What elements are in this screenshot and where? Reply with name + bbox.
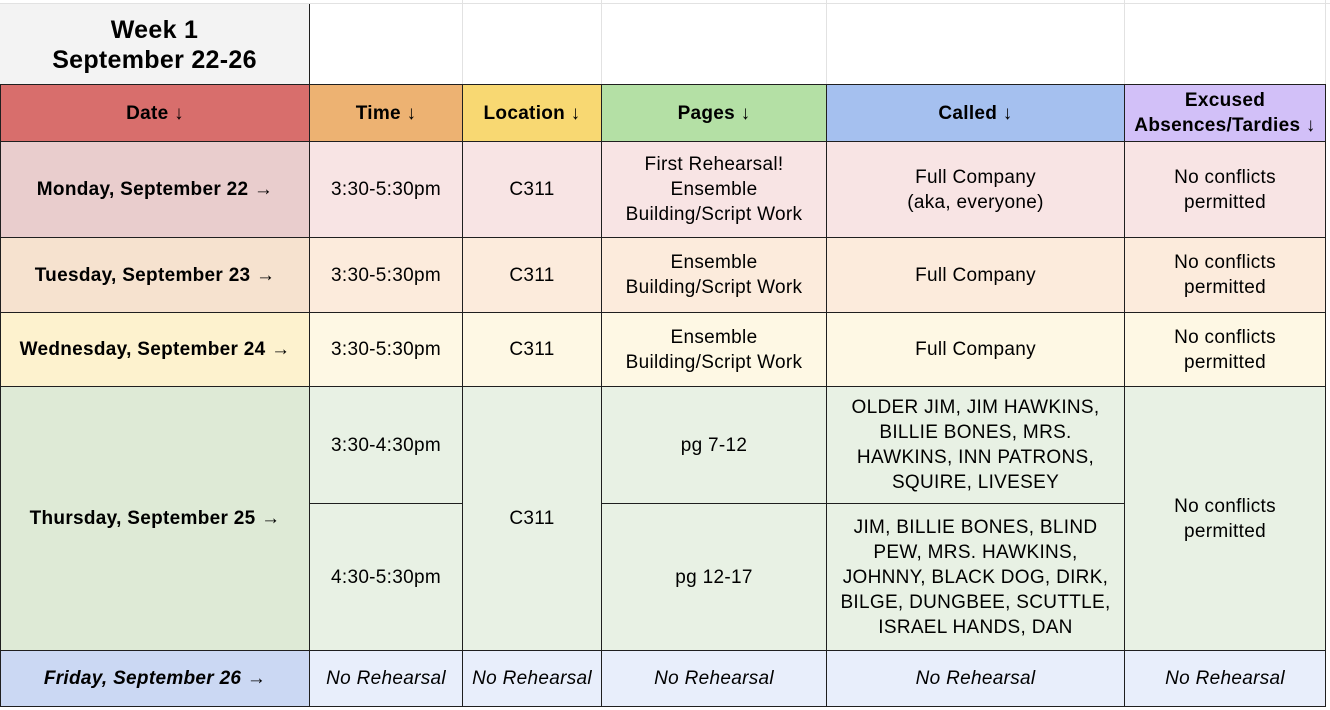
header-excused[interactable]: Excused Absences/Tardies ↓: [1124, 84, 1326, 142]
header-date[interactable]: Date ↓: [0, 84, 310, 142]
header-called[interactable]: Called ↓: [826, 84, 1125, 142]
friday-excused-cell[interactable]: No Rehearsal: [1124, 650, 1326, 707]
wednesday-date-cell[interactable]: Wednesday, September 24 →: [0, 312, 310, 387]
tuesday-excused-cell[interactable]: No conflicts permitted: [1124, 237, 1326, 313]
wednesday-excused-cell[interactable]: No conflicts permitted: [1124, 312, 1326, 387]
header-pages[interactable]: Pages ↓: [601, 84, 827, 142]
thursday-time-cell-2[interactable]: 4:30-5:30pm: [309, 503, 463, 651]
friday-location-cell[interactable]: No Rehearsal: [462, 650, 602, 707]
monday-location-cell[interactable]: C311: [462, 141, 602, 238]
week-date-range: September 22-26: [52, 45, 257, 74]
monday-excused-cell[interactable]: No conflicts permitted: [1124, 141, 1326, 238]
monday-date-cell[interactable]: Monday, September 22 →: [0, 141, 310, 238]
thursday-excused-cell[interactable]: No conflicts permitted: [1124, 386, 1326, 651]
wednesday-pages-cell[interactable]: Ensemble Building/Script Work: [601, 312, 827, 387]
tuesday-date-cell[interactable]: Tuesday, September 23 →: [0, 237, 310, 313]
tuesday-location-cell[interactable]: C311: [462, 237, 602, 313]
week-title-cell: [0, 4, 310, 85]
thursday-date-cell[interactable]: Thursday, September 25 →: [0, 386, 310, 651]
friday-called-cell[interactable]: No Rehearsal: [826, 650, 1125, 707]
header-time[interactable]: Time ↓: [309, 84, 463, 142]
thursday-pages-cell-1[interactable]: pg 7-12: [601, 386, 827, 504]
wednesday-time-cell[interactable]: 3:30-5:30pm: [309, 312, 463, 387]
thursday-called-cell-1[interactable]: OLDER JIM, JIM HAWKINS, BILLIE BONES, MRS. HAWKINS, INN PATRONS, SQUIRE, LIVESEY: [826, 386, 1125, 504]
tuesday-called-cell[interactable]: Full Company: [826, 237, 1125, 313]
header-location[interactable]: Location ↓: [462, 84, 602, 142]
tuesday-pages-cell[interactable]: Ensemble Building/Script Work: [601, 237, 827, 313]
thursday-called-cell-2[interactable]: JIM, BILLIE BONES, BLIND PEW, MRS. HAWKINS, JOHNNY, BLACK DOG, DIRK, BILGE, DUNGBEE, SCUTTLE, ISRAEL HANDS, DAN: [826, 503, 1125, 651]
monday-pages-cell[interactable]: First Rehearsal! Ensemble Building/Script Work: [601, 141, 827, 238]
thursday-time-cell-1[interactable]: 3:30-4:30pm: [309, 386, 463, 504]
thursday-pages-cell-2[interactable]: pg 12-17: [601, 503, 827, 651]
thursday-location-cell[interactable]: C311: [462, 386, 602, 651]
monday-time-cell[interactable]: 3:30-5:30pm: [309, 141, 463, 238]
wednesday-location-cell[interactable]: C311: [462, 312, 602, 387]
monday-called-cell[interactable]: Full Company (aka, everyone): [826, 141, 1125, 238]
friday-time-cell[interactable]: No Rehearsal: [309, 650, 463, 707]
friday-pages-cell[interactable]: No Rehearsal: [601, 650, 827, 707]
friday-date-cell[interactable]: Friday, September 26 →: [0, 650, 310, 707]
week-title: Week 1: [110, 15, 199, 44]
tuesday-time-cell[interactable]: 3:30-5:30pm: [309, 237, 463, 313]
wednesday-called-cell[interactable]: Full Company: [826, 312, 1125, 387]
